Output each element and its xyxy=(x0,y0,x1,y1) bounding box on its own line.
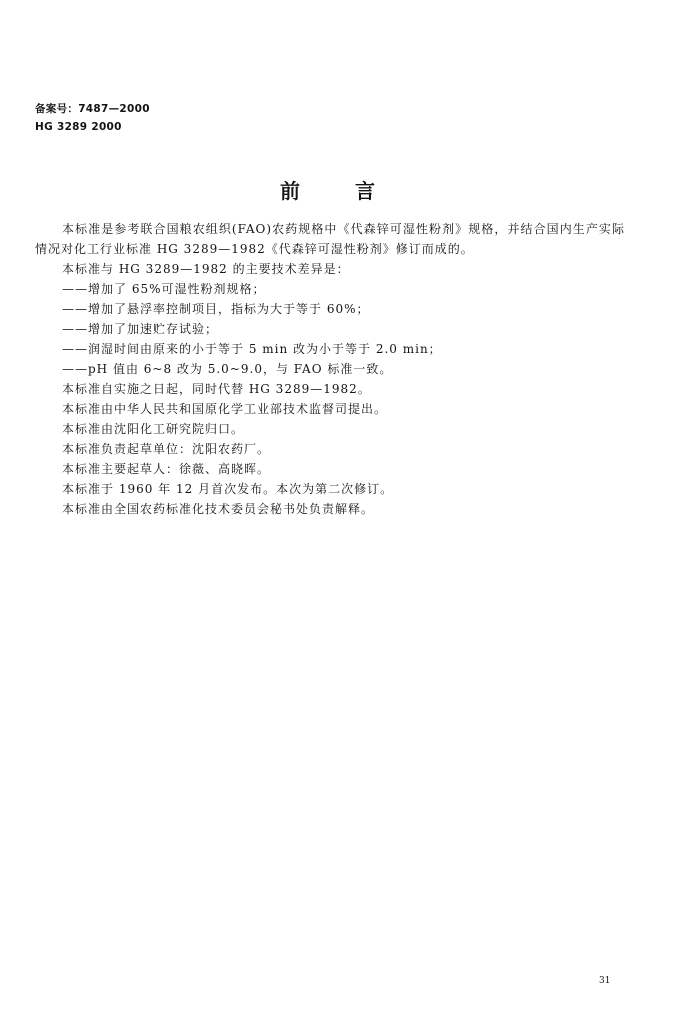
difference-item: ——pH 值由 6~8 改为 5.0~9.0，与 FAO 标准一致。 xyxy=(62,362,393,376)
intro-line: 本标准是参考联合国粮农组织(FAO)农药规格中《代森锌可湿性粉剂》规格，并结合国内生产实际 xyxy=(62,222,625,236)
difference-item: ——增加了 65%可湿性粉剂规格； xyxy=(62,282,266,296)
statement: 本标准负责起草单位：沈阳农药厂。 xyxy=(62,442,271,456)
page-title: 前言 xyxy=(280,179,430,203)
statement: 本标准由沈阳化工研究院归口。 xyxy=(62,422,245,436)
standard-code: HG 3289 2000 xyxy=(35,121,122,133)
differences-heading: 本标准与 HG 3289—1982 的主要技术差异是： xyxy=(62,262,350,276)
statement: 本标准于 1960 年 12 月首次发布。本次为第二次修订。 xyxy=(62,482,394,496)
foreword-body xyxy=(35,219,625,519)
page-number: 31 xyxy=(599,976,611,986)
record-number: 备案号：7487—2000 xyxy=(35,103,150,115)
statement: 本标准自实施之日起，同时代替 HG 3289—1982。 xyxy=(62,382,371,396)
difference-item: ——增加了加速贮存试验； xyxy=(62,322,219,336)
intro-line: 情况对化工行业标准 HG 3289—1982《代森锌可湿性粉剂》修订而成的。 xyxy=(35,242,474,256)
statement: 本标准由全国农药标准化技术委员会秘书处负责解释。 xyxy=(62,502,375,516)
statement: 本标准主要起草人：徐薇、高晓晖。 xyxy=(62,462,271,476)
difference-item: ——增加了悬浮率控制项目，指标为大于等于 60%； xyxy=(62,302,370,316)
statement: 本标准由中华人民共和国原化学工业部技术监督司提出。 xyxy=(62,402,388,416)
difference-item: ——润湿时间由原来的小于等于 5 min 改为小于等于 2.0 min； xyxy=(62,342,442,356)
